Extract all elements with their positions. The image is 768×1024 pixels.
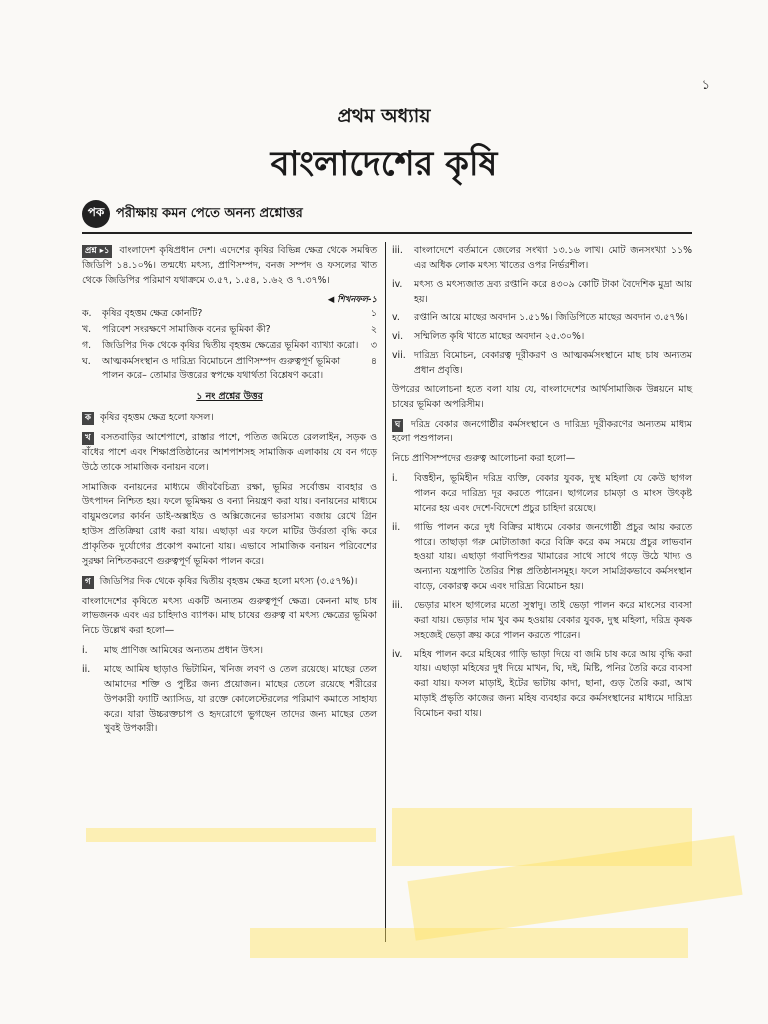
sub-question-mark: ক. xyxy=(82,308,92,319)
list-text: মৎস্য ও মৎস্যজাত দ্রব্য রপ্তানি করে ৪৩০৯ কোটি টাকা বৈদেশিক মুদ্রা আয় হয়। xyxy=(414,278,692,305)
list-number: i. xyxy=(82,645,88,657)
list-number: i. xyxy=(392,473,398,485)
answer-tag: ঘ xyxy=(392,419,403,432)
sub-question-marks: ৩ xyxy=(370,339,377,351)
sub-question-marks: ১ xyxy=(370,308,377,319)
list-text: মাছ প্রাণিজ আমিষের অন্যতম প্রধান উৎস। xyxy=(104,645,263,657)
column-divider xyxy=(385,242,386,942)
list-text: গাভি পালন করে দুধ বিক্রির মাধ্যমে বেকার জনগোষ্ঠী প্রচুর আয় করতে পারে। তাছাড়া গরু মোটাতাজা করে বিক্রি করে কম সময়ে প্রচুর লাভবান হওয়া যায়। এছাড়া গবাদিপশুর খামারের সাথে সাথে গড়ে উঠে খাদ্য ও অন্যান্য যন্ত্রপাতি তৈরির শিল্প প্রতিষ্ঠানসমূহ। ফলে সামগ্রিকভাবে কর্মসংস্থান বাড়ে, বেকারত্ব কমে এবং দারিদ্র্য বিমোচন হয়। xyxy=(414,521,692,593)
list-number: iii. xyxy=(392,600,403,612)
sub-question xyxy=(82,355,377,385)
question-tag: প্রশ্ন ▸১ xyxy=(82,245,112,258)
list-text: সম্মিলিত কৃষি খাতে মাছের অবদান ২৫.৩০%। xyxy=(414,331,585,343)
list-number: vii. xyxy=(392,350,406,362)
answer-tag: খ xyxy=(82,432,94,445)
answer-heading: ১ নং প্রশ্নের উত্তর xyxy=(196,391,263,403)
answer-text: কৃষির বৃহত্তম ক্ষেত্র হলো ফসল। xyxy=(99,412,214,424)
list-number: ii. xyxy=(392,521,401,533)
sub-question xyxy=(82,339,377,354)
answer-paragraph: নিচে প্রাণিসম্পদের গুরুত্ব আলোচনা করা হলো— xyxy=(392,453,576,465)
answer-tag: গ xyxy=(82,576,94,589)
list-item xyxy=(392,311,692,326)
answer-gha xyxy=(392,418,692,448)
list-item xyxy=(392,278,692,308)
list-item xyxy=(392,599,692,644)
list-number: ii. xyxy=(82,664,91,676)
list-number: iv. xyxy=(392,648,403,660)
left-column xyxy=(82,244,377,741)
section-title: পরীক্ষায় কমন পেতে অনন্য প্রশ্নোত্তর xyxy=(116,205,303,221)
page-number: ১ xyxy=(701,78,710,93)
list-item xyxy=(392,472,692,517)
answer-ka xyxy=(82,411,377,426)
answer-conclusion: উপরের আলোচনা হতে বলা যায় যে, বাংলাদেশের আর্থসামাজিক উন্নয়নে মাছ চাষের ভূমিকা অপরিসীম। xyxy=(392,383,692,410)
sub-question-text: পরিবেশ সংরক্ষণে সামাজিক বনের ভূমিকা কী? xyxy=(102,323,271,335)
sub-question-mark: খ. xyxy=(82,323,92,335)
highlight-mark xyxy=(86,828,376,842)
list-item xyxy=(392,349,692,379)
question-stem xyxy=(82,244,377,289)
sub-question-marks: ৪ xyxy=(370,355,377,367)
chapter-title: বাংলাদেশের কৃষি xyxy=(270,144,498,184)
answer-ga xyxy=(82,575,377,590)
section-logo-icon: পক xyxy=(82,200,110,228)
question-source: ◀ শিখনফল-১ xyxy=(327,294,377,305)
list-item xyxy=(82,663,377,737)
chapter-label: প্রথম অধ্যায় xyxy=(337,105,431,127)
answer-tag: ক xyxy=(82,412,94,425)
answer-paragraph: বাংলাদেশের কৃষিতে মৎস্য একটি অন্যতম গুরুত্বপূর্ণ ক্ষেত্র। কেননা মাছ চাষ লাভজনক এবং এর চাহিদাও ব্যাপক। মাছ চাষের গুরুত্ব বা মৎস্য ক্ষেত্রের ভূমিকা নিচে উল্লেখ করা হলো— xyxy=(82,595,377,637)
section-rule xyxy=(82,232,692,234)
right-column xyxy=(392,244,692,726)
sub-question-text: কৃষির বৃহত্তম ক্ষেত্র কোনটি? xyxy=(102,308,203,319)
section-header xyxy=(82,200,303,228)
list-item xyxy=(392,521,692,595)
sub-question-mark: গ. xyxy=(82,339,92,351)
list-text: মহিষ পালন করে মহিষের গাড়ি ভাড়া দিয়ে বা জমি চাষ করে আয় বৃদ্ধি করা যায়। এছাড়া মহিষের দুধ দিয়ে মাখন, ঘি, দই, মিষ্টি, পনির তৈরি করে ব্যবসা করা যায়। ফসল মাড়াই, ইটের ভাটায় কাদা, ছানা, গুড় তৈরি করা, আখ মাড়াই প্রভৃতি কাজের জন্য মহিষ ব্যবহার করে কর্মসংস্থানের মাধ্যমে দারিদ্র্য বিমোচন করা যায়। xyxy=(414,648,692,720)
question-stem-text: বাংলাদেশ কৃষিপ্রধান দেশ। এদেশের কৃষির বিভিন্ন ক্ষেত্র থেকে সমন্বিত জিডিপি ১৪.১০%। তন্মধ্যে মৎস্য, প্রাণিসম্পদ, বনজ সম্পদ ও ফসলের খাত থেকে জিডিপির পরিমাণ যথাক্রমে ৩.৫৭, ১.৫৪, ১.৬২ ও ৭.৩৭%। xyxy=(82,245,377,286)
list-text: বিত্তহীন, ভূমিহীন দরিদ্র ব্যক্তি, বেকার যুবক, দুস্থ মহিলা যে কেউ ছাগল পালন করে দারিদ্র্য দূর করতে পারেন। ছাগলের চামড়া ও মাংস উৎকৃষ্ট মানের হয় এবং দেশে-বিদেশে প্রচুর চাহিদা রয়েছে। xyxy=(414,473,692,514)
answer-paragraph: সামাজিক বনায়নের মাধ্যমে জীববৈচিত্র্য রক্ষা, ভূমির সর্বোত্তম ব্যবহার ও উৎপাদন নিশ্চিত হয়। ফলে ভূমিক্ষয় ও বন্যা নিয়ন্ত্রণ করা যায়। বনায়নের মাধ্যমে বায়ুমণ্ডলের কার্বন ডাই-অক্সাইড ও অক্সিজেনের ভারসাম্য বজায় রেখে গ্রিন হাউস প্রতিক্রিয়া রোধ করা যায়। এছাড়া এর ফলে মাটির উর্বরতা বৃদ্ধি করে প্রাকৃতিক দুর্যোগের প্রকোপ কমানো যায়। এভাবে সামাজিক বনায়ন পরিবেশের সুরক্ষা নিশ্চিতকরণে গুরুত্বপূর্ণ ভূমিকা পালন করে। xyxy=(82,481,377,567)
sub-question xyxy=(82,323,377,338)
list-item xyxy=(82,644,377,659)
highlight-mark xyxy=(250,928,688,958)
sub-question-mark: ঘ. xyxy=(82,355,91,367)
list-number: vi. xyxy=(392,331,404,343)
answer-text: বসতবাড়ির আশেপাশে, রাস্তার পাশে, পতিত জমিতে রেললাইন, সড়ক ও বাঁধের পাশে এবং শিক্ষাপ্রতিষ্ঠানের আশপাশসহ সামাজিক এলাকায় যে বন গড়ে উঠে তাকে সামাজিক বনায়ন বলে। xyxy=(82,432,377,473)
list-number: iv. xyxy=(392,278,403,290)
list-item xyxy=(392,244,692,274)
list-number: iii. xyxy=(392,245,403,256)
list-text: দারিদ্র্য বিমোচন, বেকারত্ব দূরীকরণ ও আত্মকর্মসংস্থানে মাছ চাষ অন্যতম প্রধান প্রবৃত্তি। xyxy=(414,350,692,377)
list-text: বাংলাদেশে বর্তমানে জেলের সংখ্যা ১৩.১৬ লাখ। মোট জনসংখ্যা ১১% এর অধিক লোক মৎস্য খাতের ওপর নির্ভরশীল। xyxy=(414,245,692,271)
answer-text: জিডিপির দিক থেকে কৃষির দ্বিতীয় বৃহত্তম ক্ষেত্র হলো মৎস্য (৩.৫৭%)। xyxy=(99,575,358,587)
list-text: ভেড়ার মাংস ছাগলের মতো সুস্বাদু। তাই ভেড়া পালন করে মাংসের ব্যবসা করা যায়। ভেড়ার দাম খুব কম হওয়ায় বেকার যুবক, দুস্থ মহিলা, দরিদ্র কৃষক সহজেই ভেড়া ক্রয় করে পালন করতে পারেন। xyxy=(414,600,692,641)
sub-question-marks: ২ xyxy=(370,323,377,335)
answer-kha xyxy=(82,431,377,476)
sub-question-text: জিডিপির দিক থেকে কৃষির দ্বিতীয় বৃহত্তম ক্ষেত্রের ভূমিকা ব্যাখ্যা করো। xyxy=(102,339,359,351)
sub-question-text: আত্মকর্মসংস্থান ও দারিদ্র্য বিমোচনে প্রাণিসম্পদ গুরুত্বপূর্ণ ভূমিকা পালন করে– তোমার উত্তরের স্বপক্ষে যথার্থতা বিশ্লেষণ করো। xyxy=(102,355,341,382)
list-item xyxy=(392,330,692,345)
list-text: মাছে আমিষ ছাড়াও ভিটামিন, খনিজ লবণ ও তেল রয়েছে। মাছের তেল আমাদের শক্তি ও পুষ্টির জন্য প্রয়োজন। মাছের তেলে রয়েছে শরীরের উপকারী ফ্যাটি অ্যাসিড, যা রক্তে কোলেস্টেরলের পরিমাণ কমাতে সাহায্য করে। যারা উচ্চরক্তচাপ ও হৃদরোগে ভুগছেন তাদের জন্য মাছের তেল খুবই উপকারী। xyxy=(104,664,377,735)
sub-question xyxy=(82,307,377,322)
list-text: রপ্তানি আয়ে মাছের অবদান ১.৫১%। জিডিপিতে মাছের অবদান ৩.৫৭%। xyxy=(414,312,688,324)
answer-text: দরিদ্র বেকার জনগোষ্ঠীর কর্মসংস্থানে ও দারিদ্র্য দূরীকরণের অন্যতম মাধ্যম হলো পশুপালন। xyxy=(392,418,692,445)
list-item xyxy=(392,648,692,722)
list-number: v. xyxy=(392,312,400,324)
